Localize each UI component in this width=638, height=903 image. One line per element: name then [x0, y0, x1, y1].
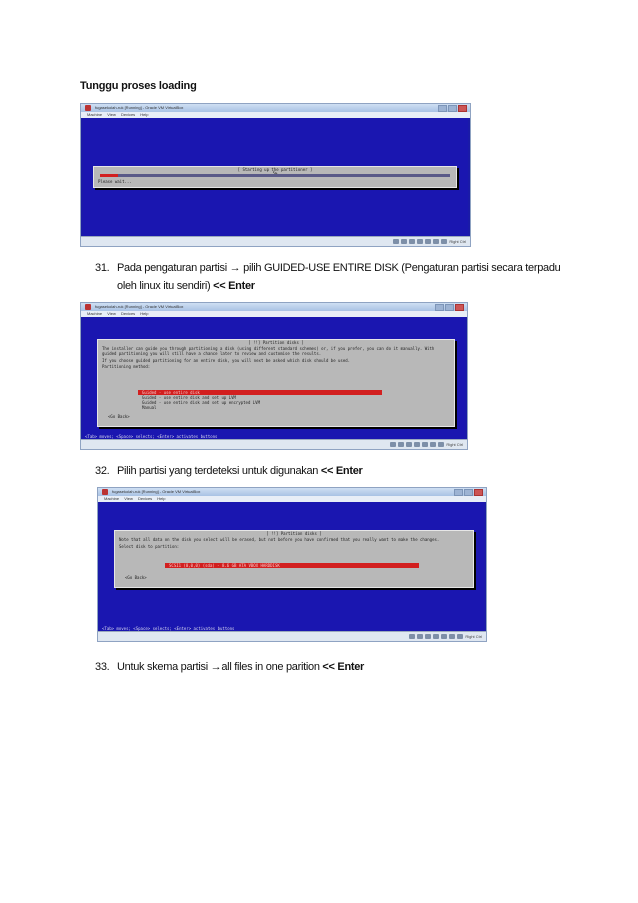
display-icon [430, 442, 436, 447]
dialog-title: [ !!] Partition disks ] [248, 340, 304, 345]
shared-folder-icon [425, 239, 431, 244]
display-icon [449, 634, 455, 639]
step-action: << Enter [322, 661, 365, 673]
cd-icon [401, 239, 407, 244]
step-31 [95, 259, 575, 295]
usb-icon [409, 239, 415, 244]
hdd-icon [393, 239, 399, 244]
network-icon [433, 634, 439, 639]
progress-bar [100, 174, 450, 177]
option-manual[interactable]: Manual [142, 405, 157, 410]
wait-text: Please wait... [98, 179, 132, 184]
window-menubar: Machine View Devices Help [98, 496, 486, 502]
step-33 [95, 658, 575, 676]
network-icon [417, 239, 423, 244]
option-encrypted-lvm[interactable]: Guided - use entire disk and set up encrypted LVM [142, 400, 261, 405]
section-heading: Tunggu proses loading [80, 80, 197, 92]
arrow-right-icon: → [229, 262, 241, 274]
close-icon [455, 304, 464, 311]
partitioner-dialog [93, 166, 457, 188]
capture-icon [438, 442, 444, 447]
hdd-icon [409, 634, 415, 639]
step-action: << Enter [320, 465, 363, 477]
step-text-line2: oleh linux itu sendiri) [117, 280, 214, 292]
dialog-title: [ Starting up the partitioner ] [237, 167, 313, 172]
window-title: fugasekolah-ruk [Running] - Oracle VM VirtualBox [95, 304, 184, 309]
dialog-body: The installer can guide you through partitioning a disk (using different standard schemes) or, if you prefer, you can do it manually. With guided partitioning you will still have a chance later to review and customise the results. [102, 346, 435, 356]
network-icon [414, 442, 420, 447]
help-line: <Tab> moves; <Space> selects; <Enter> activates buttons [85, 434, 218, 439]
partition-dialog [114, 530, 474, 588]
go-back-button[interactable]: <Go Back> [125, 575, 147, 580]
virtualbox-icon [102, 489, 108, 495]
step-text-cont: pilih GUIDED-USE ENTIRE DISK (Pengaturan partisi secara terpadu [240, 262, 561, 274]
vm-statusbar [81, 236, 470, 246]
maximize-icon [464, 489, 473, 496]
maximize-icon [445, 304, 454, 311]
usb-icon [406, 442, 412, 447]
progress-fill [100, 174, 118, 177]
window-title: fugasekolah-ruk [Running] - Oracle VM VirtualBox [95, 105, 184, 110]
vm-screenshot-select-disk [97, 487, 487, 642]
minimize-icon [438, 105, 447, 112]
vm-screen [100, 502, 484, 632]
shared-folder-icon [441, 634, 447, 639]
partition-dialog [97, 339, 455, 427]
minimize-icon [435, 304, 444, 311]
minimize-icon [454, 489, 463, 496]
dialog-title: [ !!] Partition disks ] [266, 531, 322, 536]
capture-icon [457, 634, 463, 639]
step-number: 32. [95, 465, 110, 477]
window-titlebar [98, 488, 486, 496]
window-menubar: Machine View Devices Help [81, 311, 467, 317]
window-menubar: Machine View Devices Help [81, 112, 470, 118]
option-lvm[interactable]: Guided - use entire disk and set up LVM [142, 395, 236, 400]
window-titlebar [81, 104, 470, 112]
cd-icon [398, 442, 404, 447]
step-text: Pada pengaturan partisi [117, 262, 230, 274]
vm-screen [83, 118, 468, 237]
method-label: Partitioning method: [102, 364, 151, 369]
usb-icon [425, 634, 431, 639]
step-text: Untuk skema partisi [117, 661, 211, 673]
step-action: << Enter [213, 280, 255, 292]
help-line: <Tab> moves; <Space> selects; <Enter> activates buttons [102, 626, 235, 631]
virtualbox-icon [85, 105, 91, 111]
step-text-cont: all files in one parition [221, 661, 323, 673]
close-icon [474, 489, 483, 496]
step-32 [95, 462, 575, 480]
vm-statusbar [98, 631, 486, 641]
display-icon [433, 239, 439, 244]
dialog-body-2: If you choose guided partitioning for an entire disk, you will next be asked which disk should be used. [102, 358, 351, 363]
maximize-icon [448, 105, 457, 112]
arrow-right-icon: → [210, 661, 222, 673]
shared-folder-icon [422, 442, 428, 447]
select-label: Select disk to partition: [119, 544, 180, 549]
host-key-text: Right Ctrl [446, 442, 463, 447]
capture-icon [441, 239, 447, 244]
dialog-body: Note that all data on the disk you select will be erased, but not before you have confirmed that you really want to make the changes. [119, 537, 440, 542]
step-number: 31. [95, 262, 110, 274]
vm-screenshot-partition-method [80, 302, 468, 450]
vm-statusbar [81, 439, 467, 449]
go-back-button[interactable]: <Go Back> [108, 414, 130, 419]
step-number: 33. [95, 661, 110, 673]
host-key-text: Right Ctrl [449, 239, 466, 244]
cd-icon [417, 634, 423, 639]
hdd-icon [390, 442, 396, 447]
host-key-text: Right Ctrl [465, 634, 482, 639]
virtualbox-icon [85, 304, 91, 310]
vm-screen [83, 317, 465, 440]
option-selected[interactable]: Guided - use entire disk [138, 390, 382, 395]
vm-screenshot-loading [80, 103, 471, 247]
close-icon [458, 105, 467, 112]
disk-option-selected[interactable]: SCSI1 (0,0,0) (sda) - 8.6 GB ATA VBOX HARDDISK [165, 563, 419, 568]
step-text: Pilih partisi yang terdeteksi untuk digunakan [117, 465, 321, 477]
window-title: fugasekolah-ruk [Running] - Oracle VM VirtualBox [112, 489, 201, 494]
window-titlebar [81, 303, 467, 311]
